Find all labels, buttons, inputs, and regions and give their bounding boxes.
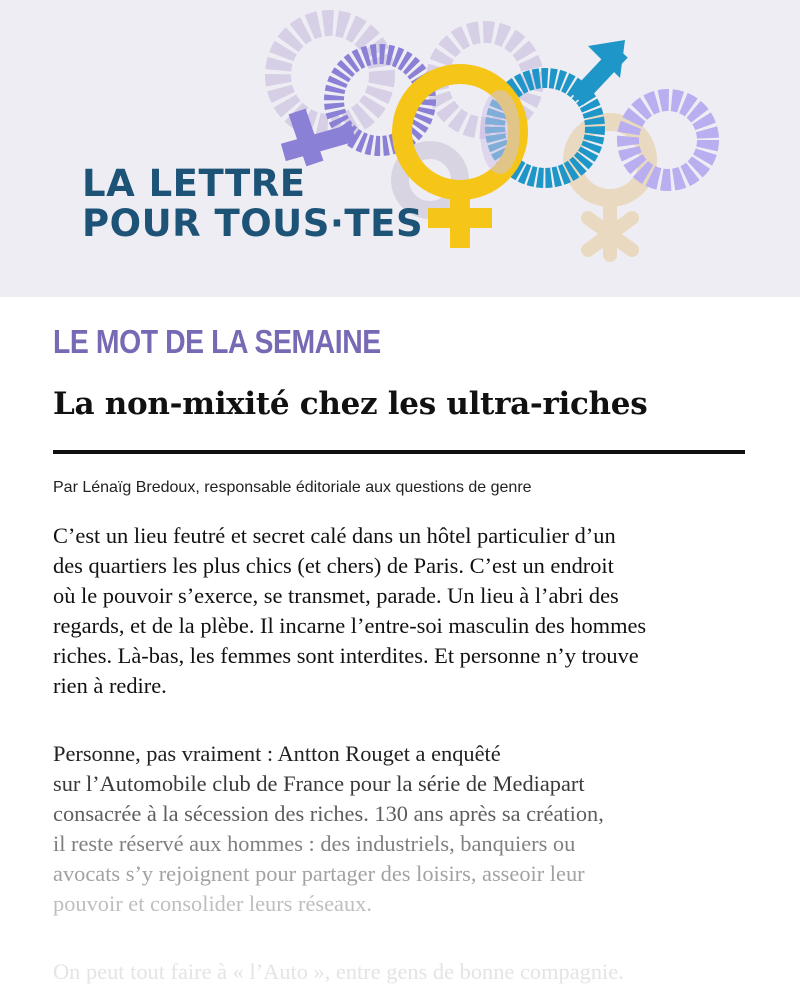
paragraph-line: regards, et de la plèbe. Il incarne l’entre-soi masculin des hommes <box>53 613 647 638</box>
paragraph-line: rien à redire. <box>53 673 167 698</box>
paragraph-line: où le pouvoir s’exerce, se transmet, parade. Un lieu à l’abri des <box>53 583 619 608</box>
newsletter-title-line: POUR TOUS·TES <box>82 202 424 245</box>
headline-divider <box>53 450 745 454</box>
section-kicker: LE MOT DE LA SEMAINE <box>53 323 381 360</box>
paragraph-line: pouvoir et consolider leurs réseaux. <box>53 891 372 916</box>
paragraph-line: On peut tout faire à « l’Auto », entre gens de bonne compagnie. <box>53 959 624 984</box>
paragraph-line: riches. Là-bas, les femmes sont interdites. Et personne n’y trouve <box>53 643 639 668</box>
paragraph-line: sur l’Automobile club de France pour la série de Mediapart <box>53 771 585 796</box>
paragraph-line: consacrée à la sécession des riches. 130 ans après sa création, <box>53 801 604 826</box>
newsletter-title <box>82 164 423 244</box>
paragraph-line: des quartiers les plus chics (et chers) de Paris. C’est un endroit <box>53 553 614 578</box>
article-paragraph <box>53 739 753 919</box>
paragraph-line: il reste réservé aux hommes : des industriels, banquiers ou <box>53 831 576 856</box>
newsletter-title-line: LA LETTRE <box>82 162 306 205</box>
article-paragraph <box>53 521 753 701</box>
newsletter-banner <box>0 0 800 297</box>
article-paragraph <box>53 957 753 987</box>
paragraph-line: Personne, pas vraiment : Antton Rouget a enquêté <box>53 741 501 766</box>
paragraph-line: C’est un lieu feutré et secret calé dans un hôtel particulier d’un <box>53 523 616 548</box>
gender-symbols-icon <box>0 0 800 297</box>
article-byline: Par Lénaïg Bredoux, responsable éditoriale aux questions de genre <box>53 479 532 496</box>
paragraph-line: avocats s’y rejoignent pour partager des loisirs, asseoir leur <box>53 861 585 886</box>
article-headline: La non-mixité chez les ultra-riches <box>53 386 648 422</box>
